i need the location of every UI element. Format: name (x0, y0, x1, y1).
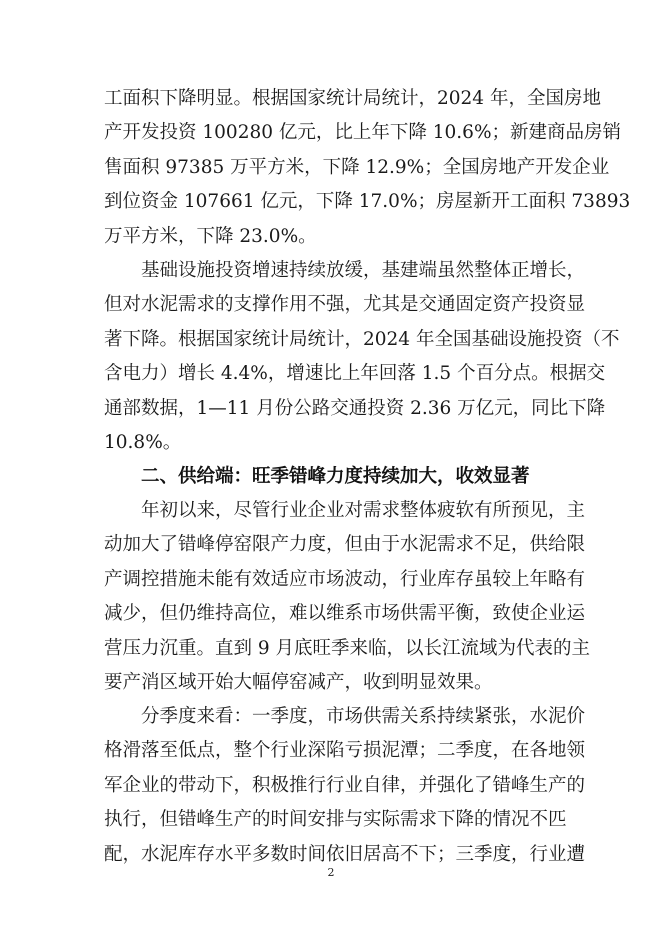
paragraph-quarterly (104, 700, 586, 872)
text-line: 格滑落至低点，整个行业深陷亏损泥潭；二季度，在各地领 (104, 740, 586, 762)
text-line: 售面积 97385 万平方米，下降 12.9%；全国房地产开发企业 (104, 156, 610, 178)
paragraph-real-estate (104, 82, 631, 254)
text-line: 配，水泥库存水平多数时间依旧居高不下；三季度，行业遭 (104, 843, 586, 865)
text-line: 但对水泥需求的支撑作用不强，尤其是交通固定资产投资显 (104, 294, 586, 316)
text-line: 军企业的带动下，积极推行行业自律，并强化了错峰生产的 (104, 774, 586, 796)
page-number: 2 (327, 866, 335, 879)
text-line: 年初以来，尽管行业企业对需求整体疲软有所预见，主 (141, 500, 586, 521)
section-heading: 二、供给端：旺季错峰力度持续加大，收效显著 (141, 466, 530, 487)
text-line: 分季度来看：一季度，市场供需关系持续紧张，水泥价 (141, 706, 586, 727)
text-line: 产调控措施未能有效适应市场波动，行业库存虽较上年略有 (104, 568, 586, 590)
text-line: 营压力沉重。直到 9 月底旺季来临，以长江流域为代表的主 (104, 637, 591, 659)
text-line: 万平方米，下降 23.0%。 (104, 225, 317, 247)
text-line: 产开发投资 100280 亿元，比上年下降 10.6%；新建商品房销 (104, 122, 622, 144)
text-line: 含电力）增长 4.4%，增速比上年回落 1.5 个百分点。根据交 (104, 363, 606, 385)
paragraph-infrastructure (104, 254, 620, 460)
text-line: 通部数据，1—11 月份公路交通投资 2.36 万亿元，同比下降 (104, 397, 606, 419)
text-line: 10.8%。 (104, 431, 182, 453)
text-line: 动加大了错峰停窑限产力度，但由于水泥需求不足，供给限 (104, 534, 586, 556)
text-line: 要产消区域开始大幅停窑减产，收到明显效果。 (104, 671, 493, 693)
paragraph-supply (104, 494, 591, 700)
text-line: 到位资金 107661 亿元，下降 17.0%；房屋新开工面积 73893 (104, 191, 631, 213)
text-line: 减少，但仍维持高位，难以维系市场供需平衡，致使企业运 (104, 603, 586, 625)
text-line: 基础设施投资增速持续放缓，基建端虽然整体正增长， (141, 260, 586, 281)
text-line: 执行，但错峰生产的时间安排与实际需求下降的情况不匹 (104, 809, 567, 831)
text-line: 著下降。根据国家统计局统计，2024 年全国基础设施投资（不 (104, 328, 620, 350)
text-line: 工面积下降明显。根据国家统计局统计，2024 年，全国房地 (104, 88, 601, 109)
